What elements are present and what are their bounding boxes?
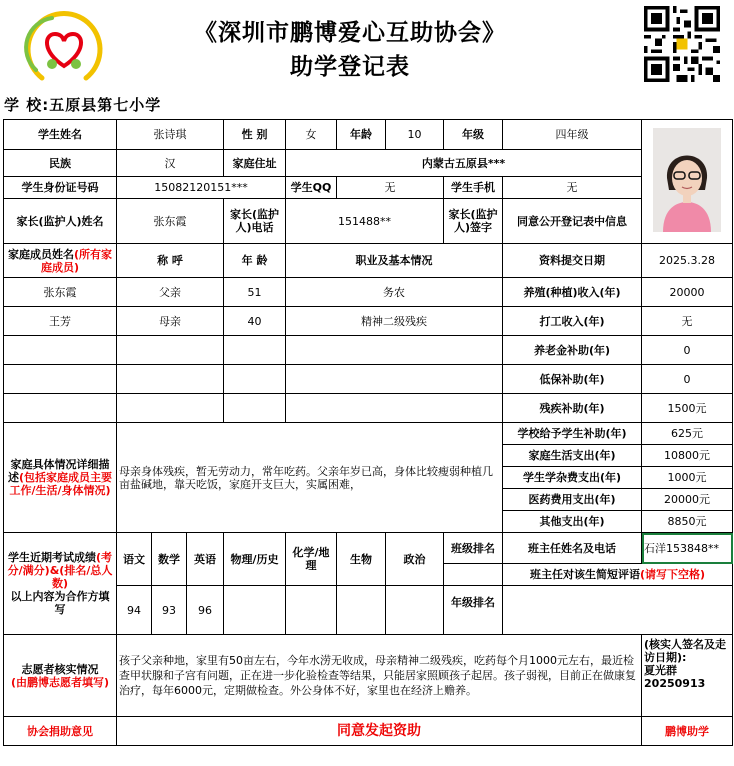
volunteer-label-a: 志愿者核实情况: [21, 662, 99, 676]
subject-header: 生物: [337, 533, 386, 586]
job-header: 职业及基本情况: [286, 244, 503, 278]
teacher-contact[interactable]: 石洋153848**: [642, 533, 733, 564]
teacher-comment-value[interactable]: [503, 586, 733, 635]
subject-header: 化学/地理: [286, 533, 337, 586]
tuition-label: 学生学杂费支出(年): [503, 467, 642, 489]
family-description[interactable]: 母亲身体残疾，暂无劳动力，常年吃药。父亲年岁已高，身体比较瘦弱种植几亩盐碱地，靠天吃饭，家庭开支巨大，实属困难，: [117, 423, 503, 533]
pension-label: 养老金补助(年): [503, 336, 642, 365]
opinion-label: 协会捐助意见: [4, 717, 117, 746]
other-expense-value[interactable]: 8850元: [642, 511, 733, 533]
teacher-comment-hint: (请写下空格): [640, 568, 706, 581]
qq-value[interactable]: 无: [337, 177, 444, 199]
school-subsidy-label: 学校给予学生补助(年): [503, 423, 642, 445]
class-rank-value[interactable]: [444, 564, 503, 586]
member-name[interactable]: 张东霞: [4, 278, 117, 307]
student-photo: [653, 128, 721, 232]
living-expense-value[interactable]: 10800元: [642, 445, 733, 467]
volunteer-text[interactable]: 孩子父亲种地，家里有50亩左右，今年水涝无收成，母亲精神二级残疾，吃药每个月1000元左右，最近检查甲状腺和子宫有问题，正在进一步化验检查等结果，只能居家照顾孩子起居。孩子弱视，目前正在做康复治疗，每年6000元，定期做检查。外公身体不好，家里也在经济上赡养。: [117, 635, 642, 717]
form-header: [0, 0, 734, 92]
dibao-value[interactable]: 0: [642, 365, 733, 394]
volunteer-label-b: (由鹏博志愿者填写): [10, 675, 110, 689]
member-relation-empty[interactable]: [117, 394, 224, 423]
school-label: 学 校:: [4, 96, 50, 114]
member-relation-empty[interactable]: [117, 336, 224, 365]
pension-value[interactable]: 0: [642, 336, 733, 365]
member-job[interactable]: 务农: [286, 278, 503, 307]
verify-label: (核实人签名及走访日期):: [644, 638, 727, 664]
id-label: 学生身份证号码: [4, 177, 117, 199]
subject-header: 数学: [152, 533, 187, 586]
guardian-phone[interactable]: 151488**: [286, 199, 444, 244]
age-value[interactable]: 10: [386, 120, 444, 150]
score-value[interactable]: 94: [117, 586, 152, 635]
member-age-empty[interactable]: [224, 365, 286, 394]
member-job-empty[interactable]: [286, 365, 503, 394]
phone-label: 学生手机: [444, 177, 503, 199]
member-relation[interactable]: 父亲: [117, 278, 224, 307]
teacher-label: 班主任姓名及电话: [503, 533, 642, 564]
score-value[interactable]: [386, 586, 444, 635]
guardian-name[interactable]: 张东霞: [117, 199, 224, 244]
school-name: 五原县第七小学: [49, 96, 162, 114]
scores-label-a: 学生近期考试成绩: [7, 551, 96, 564]
member-job-empty[interactable]: [286, 336, 503, 365]
score-value[interactable]: 93: [152, 586, 187, 635]
gender-value[interactable]: 女: [286, 120, 337, 150]
member-age[interactable]: 51: [224, 278, 286, 307]
qq-label: 学生QQ: [286, 177, 337, 199]
member-job[interactable]: 精神二级残疾: [286, 307, 503, 336]
gender-label: 性 别: [224, 120, 286, 150]
medical-label: 医药费用支出(年): [503, 489, 642, 511]
subject-header: 英语: [187, 533, 224, 586]
member-name-empty[interactable]: [4, 394, 117, 423]
farming-income[interactable]: 20000: [642, 278, 733, 307]
tuition-value[interactable]: 1000元: [642, 467, 733, 489]
consent-label: 同意公开登记表中信息: [503, 199, 642, 244]
guardian-sign-label: 家长(监护人)签字: [444, 199, 503, 244]
guardian-name-label: 家长(监护人)姓名: [4, 199, 117, 244]
score-value[interactable]: [286, 586, 337, 635]
member-age-header: 年 龄: [224, 244, 286, 278]
family-desc-label-a: 家庭具体情况详细描述: [7, 458, 110, 484]
disability-label: 残疾补助(年): [503, 394, 642, 423]
living-expense-label: 家庭生活支出(年): [503, 445, 642, 467]
submit-date[interactable]: 2025.3.28: [642, 244, 733, 278]
member-age[interactable]: 40: [224, 307, 286, 336]
verifier-block: [642, 635, 733, 717]
family-members-label-a: 家庭成员姓名: [7, 247, 74, 261]
qr-code-icon: [640, 6, 724, 82]
family-desc-label-b: (包括家庭成员主要工作/生活/身体情况): [9, 471, 113, 497]
subject-header: 政治: [386, 533, 444, 586]
member-name-empty[interactable]: [4, 336, 117, 365]
id-value[interactable]: 15082120151***: [117, 177, 286, 199]
member-age-empty[interactable]: [224, 336, 286, 365]
ethnicity-label: 民族: [4, 150, 117, 177]
grade-rank-label: 年级排名: [444, 586, 503, 635]
ethnicity-value[interactable]: 汉: [117, 150, 224, 177]
school-line: [4, 94, 161, 115]
form-subtitle: 助学登记表: [290, 53, 410, 80]
work-income[interactable]: 无: [642, 307, 733, 336]
subject-header: 语文: [117, 533, 152, 586]
form-title: 《深圳市鹏博爱心互助协会》: [194, 19, 506, 46]
other-expense-label: 其他支出(年): [503, 511, 642, 533]
class-rank-label: 班级排名: [444, 533, 503, 564]
address-value[interactable]: 内蒙古五原县***: [286, 150, 642, 177]
subject-header: 物理/历史: [224, 533, 286, 586]
medical-value[interactable]: 20000元: [642, 489, 733, 511]
scores-label-c: 以上内容为合作方填写: [10, 590, 110, 616]
scores-label: [4, 533, 117, 635]
member-job-empty[interactable]: [286, 394, 503, 423]
disability-value[interactable]: 1500元: [642, 394, 733, 423]
member-age-empty[interactable]: [224, 394, 286, 423]
opinion-value[interactable]: 同意发起资助: [117, 717, 642, 746]
phone-value[interactable]: 无: [503, 177, 642, 199]
volunteer-label: [4, 635, 117, 717]
family-desc-label: [4, 423, 117, 533]
submit-date-label: 资料提交日期: [503, 244, 642, 278]
org-name: 鹏博助学: [642, 717, 733, 746]
student-name[interactable]: 张诗琪: [117, 120, 224, 150]
address-label: 家庭住址: [224, 150, 286, 177]
member-relation-empty[interactable]: [117, 365, 224, 394]
work-income-label: 打工收入(年): [503, 307, 642, 336]
family-members-label-b: (所有家庭成员): [40, 247, 113, 274]
teacher-comment-label-a: 班主任对该生简短评语: [530, 568, 640, 581]
student-name-label: 学生姓名: [4, 120, 117, 150]
member-name[interactable]: 王芳: [4, 307, 117, 336]
dibao-label: 低保补助(年): [503, 365, 642, 394]
family-members-label: [4, 244, 117, 278]
age-label: 年龄: [337, 120, 386, 150]
registration-table: [3, 119, 733, 746]
heart-logo-icon: [22, 8, 106, 84]
member-name-empty[interactable]: [4, 365, 117, 394]
score-value[interactable]: [224, 586, 286, 635]
photo-cell: [642, 120, 733, 244]
member-relation[interactable]: 母亲: [117, 307, 224, 336]
farming-income-label: 养殖(种植)收入(年): [503, 278, 642, 307]
score-value[interactable]: [337, 586, 386, 635]
verify-date[interactable]: 20250913: [644, 677, 706, 690]
school-subsidy-value[interactable]: 625元: [642, 423, 733, 445]
relation-header: 称 呼: [117, 244, 224, 278]
scores-label-b: (考分/满分)&(排名/总人数): [7, 551, 113, 590]
teacher-comment-label: [503, 564, 733, 586]
grade-value[interactable]: 四年级: [503, 120, 642, 150]
grade-label: 年级: [444, 120, 503, 150]
score-value[interactable]: 96: [187, 586, 224, 635]
verifier-name[interactable]: 夏光群: [644, 664, 678, 677]
guardian-phone-label: 家长(监护人)电话: [224, 199, 286, 244]
